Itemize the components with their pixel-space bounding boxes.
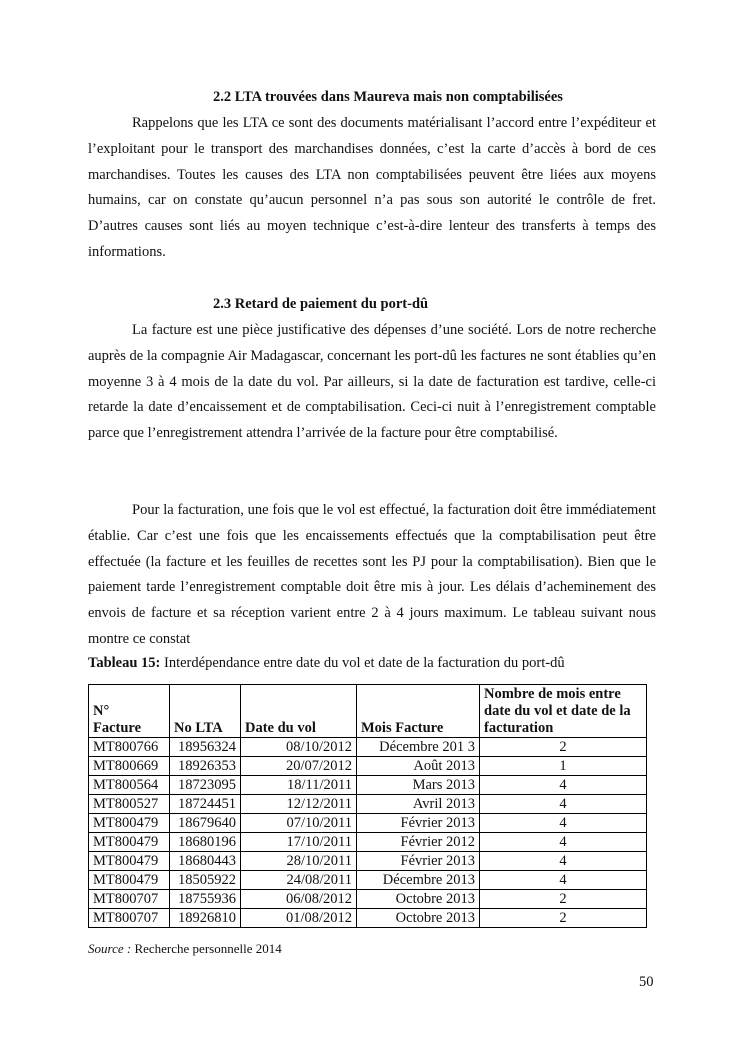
cell-mois-facture: Décembre 2013: [357, 871, 480, 890]
section-heading-2-2: 2.2 LTA trouvées dans Maureva mais non comptabilisées: [213, 89, 563, 105]
cell-nombre-mois: 4: [480, 776, 647, 795]
cell-facture: MT800479: [89, 833, 170, 852]
table-row: [89, 852, 647, 871]
cell-facture: MT800707: [89, 890, 170, 909]
cell-nombre-mois: 2: [480, 738, 647, 757]
cell-lta: 18755936: [170, 890, 241, 909]
cell-facture: MT800479: [89, 871, 170, 890]
cell-facture: MT800479: [89, 852, 170, 871]
cell-nombre-mois: 2: [480, 890, 647, 909]
table-row: [89, 833, 647, 852]
cell-nombre-mois: 4: [480, 871, 647, 890]
cell-date-vol: 18/11/2011: [241, 776, 357, 795]
cell-nombre-mois: 4: [480, 795, 647, 814]
cell-nombre-mois: 4: [480, 833, 647, 852]
table-caption: [88, 655, 565, 672]
cell-date-vol: 17/10/2011: [241, 833, 357, 852]
cell-date-vol: 07/10/2011: [241, 814, 357, 833]
cell-lta: 18956324: [170, 738, 241, 757]
cell-facture: MT800707: [89, 909, 170, 928]
table-row: [89, 814, 647, 833]
cell-mois-facture: Octobre 2013: [357, 909, 480, 928]
cell-mois-facture: Février 2012: [357, 833, 480, 852]
cell-lta: 18679640: [170, 814, 241, 833]
table-source: [88, 941, 282, 957]
cell-mois-facture: Mars 2013: [357, 776, 480, 795]
cell-mois-facture: Février 2013: [357, 852, 480, 871]
header-nombre-mois: Nombre de mois entre date du vol et date de la facturation: [480, 685, 647, 738]
cell-nombre-mois: 2: [480, 909, 647, 928]
cell-lta: 18926353: [170, 757, 241, 776]
cell-lta: 18723095: [170, 776, 241, 795]
table-row: [89, 871, 647, 890]
cell-lta: 18680196: [170, 833, 241, 852]
table-row: [89, 890, 647, 909]
source-text: Recherche personnelle 2014: [131, 941, 282, 956]
cell-lta: 18680443: [170, 852, 241, 871]
cell-mois-facture: Août 2013: [357, 757, 480, 776]
cell-mois-facture: Avril 2013: [357, 795, 480, 814]
cell-mois-facture: Octobre 2013: [357, 890, 480, 909]
cell-nombre-mois: 4: [480, 852, 647, 871]
paragraph: Pour la facturation, une fois que le vol est effectué, la facturation doit être immédiatement établie. Car c’est une fois que les encaissements effectués que la comptabilisation peut être effectuée (la facture et les feuilles de recettes sont les PJ pour la comptabilisation). Bien que le paiement tarde l’enregistrement comptable doit être mis à jour. Les délais d’acheminement des envois de facture et sa réception varient entre 2 à 4 jours maximum. Le tableau suivant nous montre ce constat: [88, 502, 656, 647]
cell-date-vol: 24/08/2011: [241, 871, 357, 890]
caption-label: Tableau 15:: [88, 655, 161, 671]
paragraph: Rappelons que les LTA ce sont des documents matérialisant l’accord entre l’expéditeur et l’exploitant pour le transport des marchandises données, c’est la carte d’accès à bord de ces marchandises. Toutes les causes des LTA non comptabilisées peuvent être liées aux moyens humains, car on constate qu’aucun personnel n’a pas sous son autorité le contrôle de fret. D’autres causes sont liés au moyen technique c’est-à-dire lenteur des transferts à temps des informations.: [88, 115, 656, 260]
cell-date-vol: 01/08/2012: [241, 909, 357, 928]
section-heading-2-3: 2.3 Retard de paiement du port-dû: [213, 296, 429, 312]
paragraph: La facture est une pièce justificative des dépenses d’une société. Lors de notre recherche auprès de la compagnie Air Madagascar, concernant les port-dû les factures ne sont établies qu’en moyenne 3 à 4 mois de la date du vol. Par ailleurs, si la date de facturation est tardive, celle-ci retarde la date d’encaissement et de comptabilisation. Ceci-ci nuit à l’enregistrement comptable parce que l’enregistrement attendra l’arrivée de la facture pour être comptabilisé.: [88, 322, 656, 442]
data-table: [88, 684, 647, 928]
cell-date-vol: 20/07/2012: [241, 757, 357, 776]
cell-date-vol: 12/12/2011: [241, 795, 357, 814]
cell-lta: 18724451: [170, 795, 241, 814]
cell-nombre-mois: 4: [480, 814, 647, 833]
cell-mois-facture: Décembre 201 3: [357, 738, 480, 757]
table-row: [89, 909, 647, 928]
header-mois-facture: Mois Facture: [357, 685, 480, 738]
source-label: Source :: [88, 941, 132, 956]
header-date-vol: Date du vol: [241, 685, 357, 738]
cell-facture: MT800669: [89, 757, 170, 776]
cell-mois-facture: Février 2013: [357, 814, 480, 833]
cell-date-vol: 28/10/2011: [241, 852, 357, 871]
header-lta: No LTA: [170, 685, 241, 738]
cell-date-vol: 06/08/2012: [241, 890, 357, 909]
caption-text: Interdépendance entre date du vol et date de la facturation du port-dû: [160, 655, 565, 671]
cell-facture: MT800766: [89, 738, 170, 757]
table-row: [89, 757, 647, 776]
cell-facture: MT800527: [89, 795, 170, 814]
cell-nombre-mois: 1: [480, 757, 647, 776]
cell-lta: 18505922: [170, 871, 241, 890]
table-row: [89, 738, 647, 757]
table-header-row: [89, 685, 647, 738]
table-row: [89, 795, 647, 814]
cell-lta: 18926810: [170, 909, 241, 928]
page-number: 50: [639, 974, 654, 990]
header-facture: N° Facture: [89, 685, 170, 738]
cell-date-vol: 08/10/2012: [241, 738, 357, 757]
table-row: [89, 776, 647, 795]
cell-facture: MT800479: [89, 814, 170, 833]
cell-facture: MT800564: [89, 776, 170, 795]
